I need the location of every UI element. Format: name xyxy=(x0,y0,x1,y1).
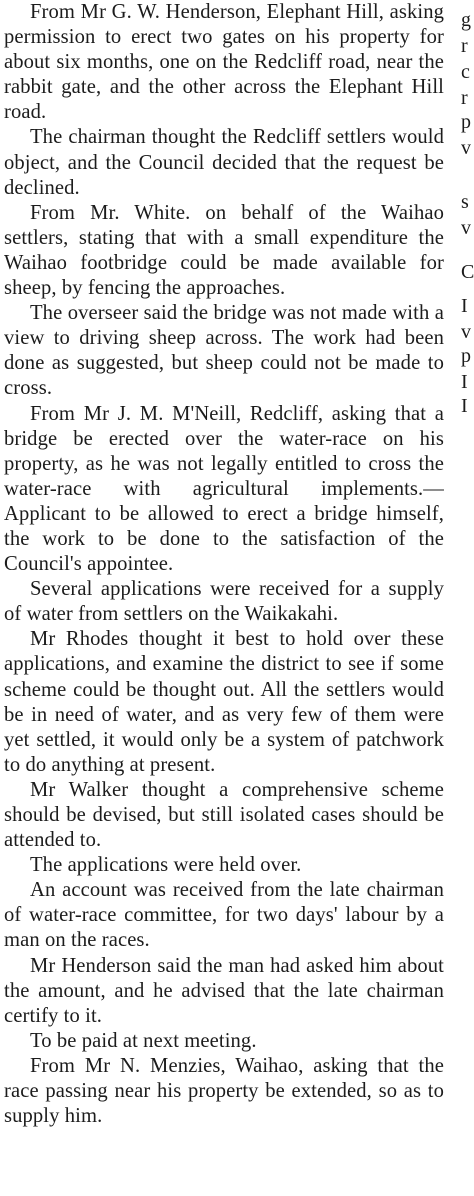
edge-fragment: c xyxy=(461,61,470,83)
edge-fragment: r xyxy=(461,87,468,109)
paragraph-white-footbridge: From Mr. White. on behalf of the Waihao settlers, stating that with a small expenditure the Waihao footbridge could be made available for sheep, by fencing the approaches. xyxy=(4,201,444,300)
edge-fragment: C xyxy=(461,261,474,283)
paragraph-rhodes-opinion: Mr Rhodes thought it best to hold over these applications, and examine the district to see if some scheme could be thought out. All the settlers would be in need of water, and as very few of them were yet settled, it would only be a system of patchwork to do anything at present. xyxy=(4,628,444,776)
edge-fragment: s xyxy=(461,191,469,213)
edge-fragment: I xyxy=(461,295,468,317)
edge-fragment: p xyxy=(461,345,471,367)
paragraph-held-over: The applications were held over. xyxy=(30,854,302,877)
edge-fragment: I xyxy=(461,395,468,417)
edge-fragment: g xyxy=(461,9,471,31)
edge-fragment: p xyxy=(461,111,471,133)
adjacent-column-edge xyxy=(460,0,474,1196)
paragraph-henderson-certify: Mr Henderson said the man had asked him about the amount, and he advised that the late chairman certify to it. xyxy=(4,954,444,1027)
edge-fragment: v xyxy=(461,321,471,343)
paragraph-water-applications: Several applications were received for a supply of water from settlers on the Waikakahi. xyxy=(4,578,444,626)
paragraph-chairman-reply: The chairman thought the Redcliff settlers would object, and the Council decided that the request be declined. xyxy=(4,126,444,199)
edge-fragment: I xyxy=(461,371,468,393)
paragraph-henderson-gates: From Mr G. W. Henderson, Elephant Hill, asking permission to erect two gates on his property for about six months, one on the Redcliff road, near the rabbit gate, and the other across the Elephant Hill road. xyxy=(4,1,444,124)
paragraph-overseer-reply: The overseer said the bridge was not made with a view to driving sheep across. The work had been done as suggested, but sheep could not be made to cross. xyxy=(4,302,444,400)
edge-fragment: v xyxy=(461,137,471,159)
edge-fragment: r xyxy=(461,35,468,57)
paragraph-menzies-race: From Mr N. Menzies, Waihao, asking that the race passing near his property be extended, so as to supply him. xyxy=(4,1054,444,1128)
paragraph-walker-opinion: Mr Walker thought a comprehensive scheme should be devised, but still isolated cases should be attended to. xyxy=(4,778,444,852)
paragraph-account-received: An account was received from the late chairman of water-race committee, for two days' labour by a man on the races. xyxy=(4,879,444,952)
edge-fragment: v xyxy=(461,217,471,239)
paragraph-to-be-paid: To be paid at next meeting. xyxy=(30,1029,257,1052)
paragraph-mneill-bridge: From Mr J. M. M'Neill, Redcliff, asking that a bridge be erected over the water-race on his property, as he was not legally entitled to cross the water-race with agricultural implements.—Applicant to be allowed to erect a bridge himself, the work to be done to the satisfaction of the Council's appointee. xyxy=(4,402,444,576)
article-column xyxy=(4,0,444,1129)
